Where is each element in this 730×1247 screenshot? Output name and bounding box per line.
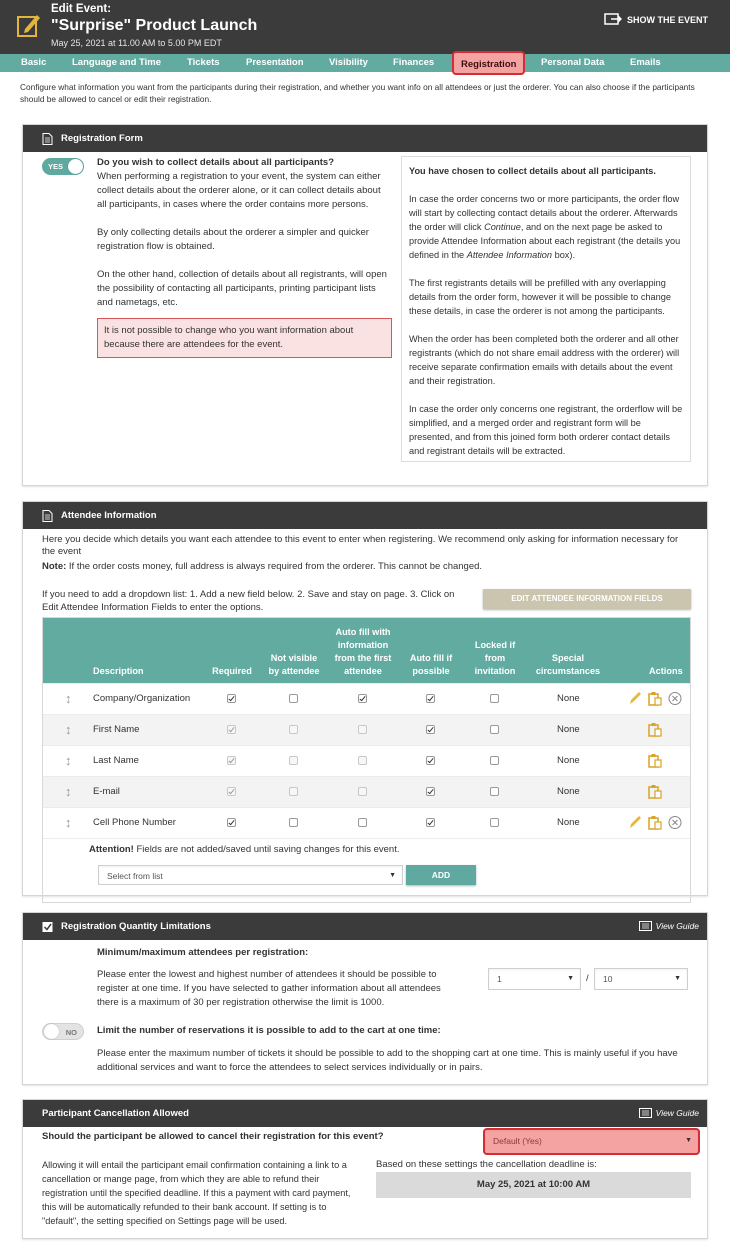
cancellation-panel — [22, 1099, 708, 1239]
show-event-icon — [604, 13, 622, 26]
tab-visibility[interactable]: Visibility — [329, 57, 368, 68]
col-actions: Actions — [649, 666, 683, 676]
toggle-label: NO — [65, 1028, 77, 1037]
toggle-knob — [68, 159, 83, 174]
required-checkbox[interactable] — [227, 725, 236, 734]
cancellation-title: Participant Cancellation Allowed — [42, 1108, 189, 1119]
collect-description-1: When performing a registration to your event, the system can either collect details about the orderer alone, or it can collect details about all participants, in cases where the order contains more persons. — [97, 171, 381, 210]
view-guide-link[interactable]: View Guide — [639, 1108, 699, 1118]
locked-checkbox[interactable] — [490, 694, 499, 703]
table-row — [43, 683, 690, 714]
clipboard-icon[interactable] — [648, 691, 662, 706]
auto-fill-checkbox[interactable] — [426, 725, 435, 734]
special-circumstances: None — [557, 693, 580, 704]
chevron-down-icon: ▼ — [685, 1137, 692, 1144]
limit-title: Limit the number of reservations it is possible to add to the cart at one time: — [97, 1025, 441, 1036]
cancellation-select[interactable] — [483, 1128, 700, 1155]
collect-question: Do you wish to collect details about all participants? — [97, 157, 335, 168]
toggle-label: YES — [48, 162, 64, 171]
cancellation-description: Allowing it will entail the participant email confirmation containing a link to a cancellation or mange page, from which they are able to refund their registration until the specified deadline. If this a payment with card payment, this will be automatically refunded to their bank account. If setting is to "default", the setting specified on Settings page will be used. — [42, 1160, 351, 1226]
auto-fill-first-checkbox[interactable] — [358, 787, 367, 796]
attendee-information-header — [23, 502, 707, 529]
clipboard-icon[interactable] — [648, 815, 662, 830]
col-auto-fill: Auto fill if possible — [409, 653, 453, 676]
tab-basic[interactable]: Basic — [21, 57, 47, 68]
info-title: You have chosen to collect details about all participants. — [409, 166, 656, 176]
edit-attendee-fields-button[interactable]: EDIT ATTENDEE INFORMATION FIELDS — [483, 589, 691, 609]
col-auto-fill-first: Auto fill with information from the first attendee — [334, 627, 392, 676]
attention-note: Attention! Fields are not added/saved until saving changes for this event. — [89, 844, 400, 855]
document-icon — [42, 510, 53, 522]
table-row — [43, 807, 690, 838]
toggle-knob — [44, 1024, 59, 1039]
remove-icon[interactable] — [668, 815, 682, 830]
clipboard-icon[interactable] — [648, 753, 662, 768]
cancellation-question: Should the participant be allowed to cancel their registration for this event? — [42, 1131, 384, 1142]
required-checkbox[interactable] — [227, 787, 236, 796]
special-circumstances: None — [557, 786, 580, 797]
event-tabs — [0, 54, 730, 72]
field-type-select[interactable] — [98, 865, 403, 885]
required-checkbox[interactable] — [227, 818, 236, 827]
not-visible-checkbox[interactable] — [289, 756, 298, 765]
deadline-label: Based on these settings the cancellation deadline is: — [376, 1159, 597, 1170]
collect-description-3: On the other hand, collection of details about all registrants, will open the possibility of contacting all participants, printing participant lists and nametags, etc. — [97, 269, 387, 308]
clipboard-icon[interactable] — [648, 784, 662, 799]
field-description: Last Name — [93, 755, 139, 766]
auto-fill-first-checkbox[interactable] — [358, 725, 367, 734]
auto-fill-checkbox[interactable] — [426, 756, 435, 765]
special-circumstances: None — [557, 755, 580, 766]
col-locked: Locked if from invitation — [474, 640, 516, 676]
guide-icon — [639, 921, 652, 931]
col-description: Description — [93, 666, 144, 676]
show-event-button[interactable] — [604, 13, 708, 26]
select-value: Select from list — [107, 871, 163, 881]
tab-registration[interactable]: Registration — [452, 51, 525, 75]
locked-checkbox[interactable] — [490, 818, 499, 827]
tab-emails[interactable]: Emails — [630, 57, 661, 68]
limit-reservations-toggle[interactable] — [42, 1023, 84, 1040]
field-description: Cell Phone Number — [93, 817, 176, 828]
registration-form-header — [23, 125, 707, 152]
collect-description-2: By only collecting details about the orderer a simpler and quicker registration flow is obtained. — [97, 227, 369, 252]
event-header — [0, 0, 730, 54]
info-paragraph-2: The first registrants details will be prefilled with any overlapping details from the order form, however it will be possible to change these details, in case the orderer is not among the participants. — [409, 278, 671, 316]
clipboard-icon[interactable] — [648, 722, 662, 737]
minmax-title: Minimum/maximum attendees per registration: — [97, 947, 309, 958]
limit-description: Please enter the maximum number of tickets it should be possible to add to the shopping cart at one time. This is mainly useful if you have additional services and want to force the attendees to select services individually or in pairs. — [97, 1048, 678, 1073]
minmax-description: Please enter the lowest and highest number of attendees it should be possible to register at one time. If you have selected to gather information about all attendees there is a maximum of 30 per registration otherwise the limit is 1000. — [97, 969, 441, 1008]
auto-fill-checkbox[interactable] — [426, 787, 435, 796]
auto-fill-first-checkbox[interactable] — [358, 818, 367, 827]
checkbox-icon — [42, 921, 53, 933]
remove-icon[interactable] — [668, 691, 682, 706]
required-checkbox[interactable] — [227, 694, 236, 703]
drag-handle-icon[interactable]: ↕ — [65, 784, 72, 799]
show-event-label: SHOW THE EVENT — [626, 14, 708, 25]
chevron-down-icon: ▼ — [567, 975, 574, 982]
locked-checkbox[interactable] — [490, 787, 499, 796]
auto-fill-first-checkbox[interactable] — [358, 756, 367, 765]
edit-pencil-icon[interactable] — [628, 815, 642, 830]
special-circumstances: None — [557, 817, 580, 828]
collect-all-participants-toggle[interactable] — [42, 158, 84, 175]
select-value: Default (Yes) — [493, 1136, 542, 1146]
attendee-information-title: Attendee Information — [61, 510, 157, 521]
cannot-change-alert: It is not possible to change who you want information about because there are attendees for the event. — [97, 318, 392, 358]
header-subtitle: Edit Event: — [51, 3, 112, 15]
info-paragraph-4: In case the order only concerns one registrant, the orderflow will be simplified, and a merged order and registrant form will be presented, and from this joined form both orderer contact details and registrant details will be extracted. — [409, 404, 683, 456]
table-row — [43, 776, 690, 807]
edit-pencil-icon[interactable] — [628, 691, 642, 706]
field-description: E-mail — [93, 786, 120, 797]
registration-form-title: Registration Form — [61, 133, 143, 144]
quantity-header — [23, 913, 707, 940]
cancellation-header — [23, 1100, 707, 1127]
min-attendees-select[interactable] — [488, 968, 581, 990]
auto-fill-checkbox[interactable] — [426, 818, 435, 827]
col-not-visible: Not visible by attendee — [268, 653, 320, 676]
edit-event-icon — [17, 12, 41, 38]
drag-handle-icon[interactable]: ↕ — [65, 722, 72, 737]
attendee-information-panel — [22, 501, 708, 896]
not-visible-checkbox[interactable] — [289, 694, 298, 703]
field-description: Company/Organization — [93, 693, 191, 704]
chevron-down-icon: ▼ — [674, 975, 681, 982]
attendee-description: Here you decide which details you want each attendee to this event to enter when registering. We recommend only asking for information necessary for the event — [42, 534, 679, 557]
tab-finances[interactable]: Finances — [393, 57, 435, 68]
drag-handle-icon[interactable]: ↕ — [65, 691, 72, 706]
cancellation-deadline: May 25, 2021 at 10:00 AM — [376, 1172, 691, 1198]
drag-handle-icon[interactable]: ↕ — [65, 815, 72, 830]
not-visible-checkbox[interactable] — [289, 725, 298, 734]
tab-language-and-time[interactable]: Language and Time — [72, 57, 162, 68]
collect-info-box — [401, 156, 691, 462]
add-field-button[interactable]: ADD — [406, 865, 476, 885]
field-description: First Name — [93, 724, 140, 735]
info-paragraph-1: In case the order concerns two or more participants, the order flow will start by collecting contact details about the orderer. Afterwards the order will click Continue, and on the next page be asked to provide Attendee Information about each registrant (the details you defined in the Attendee Information box). — [409, 194, 681, 260]
dropdown-help: If you need to add a dropdown list: 1. Add a new field below. 2. Save and stay on page. 3. Click on Edit Attendee Information Fields to enter the options. — [42, 589, 455, 613]
registration-form-panel — [22, 124, 708, 486]
view-guide-link[interactable]: View Guide — [639, 921, 699, 931]
document-icon — [42, 133, 53, 145]
max-attendees-select[interactable] — [594, 968, 688, 990]
tab-tickets[interactable]: Tickets — [187, 57, 220, 68]
select-value: 10 — [603, 974, 613, 984]
col-required: Required — [212, 666, 252, 676]
tab-personal-data[interactable]: Personal Data — [541, 57, 605, 68]
required-checkbox[interactable] — [227, 756, 236, 765]
info-paragraph-3: When the order has been completed both the orderer and all other registrants (which do not share email address with the orderer) will receive separate confirmation emails with details about the event and their registration. — [409, 334, 680, 386]
not-visible-checkbox[interactable] — [289, 818, 298, 827]
quantity-limitations-panel — [22, 912, 708, 1085]
minmax-separator: / — [586, 973, 589, 984]
locked-checkbox[interactable] — [490, 756, 499, 765]
tab-presentation[interactable]: Presentation — [246, 57, 304, 68]
select-value: 1 — [497, 974, 502, 984]
guide-icon — [639, 1108, 652, 1118]
chevron-down-icon: ▼ — [389, 872, 396, 879]
not-visible-checkbox[interactable] — [289, 787, 298, 796]
special-circumstances: None — [557, 724, 580, 735]
table-row — [43, 745, 690, 776]
col-special: Special circumstances — [535, 653, 601, 676]
auto-fill-checkbox[interactable] — [426, 694, 435, 703]
event-date: May 25, 2021 at 11.00 AM to 5.00 PM EDT — [51, 38, 222, 48]
locked-checkbox[interactable] — [490, 725, 499, 734]
auto-fill-first-checkbox[interactable] — [358, 694, 367, 703]
drag-handle-icon[interactable]: ↕ — [65, 753, 72, 768]
table-row — [43, 714, 690, 745]
attendee-fields-table — [42, 617, 691, 903]
quantity-title: Registration Quantity Limitations — [61, 921, 211, 932]
table-header — [43, 618, 690, 683]
add-field-area — [43, 838, 690, 902]
page-intro: Configure what information you want from the participants during their registration, and whether you want info on all attendees or just the orderer. You can also choose if the participants should be allowed to cancel or edit their registration. — [20, 82, 695, 104]
event-title: "Surprise" Product Launch — [51, 17, 258, 34]
attendee-note: Note: If the order costs money, full address is always required from the orderer. This cannot be changed. — [42, 561, 483, 572]
